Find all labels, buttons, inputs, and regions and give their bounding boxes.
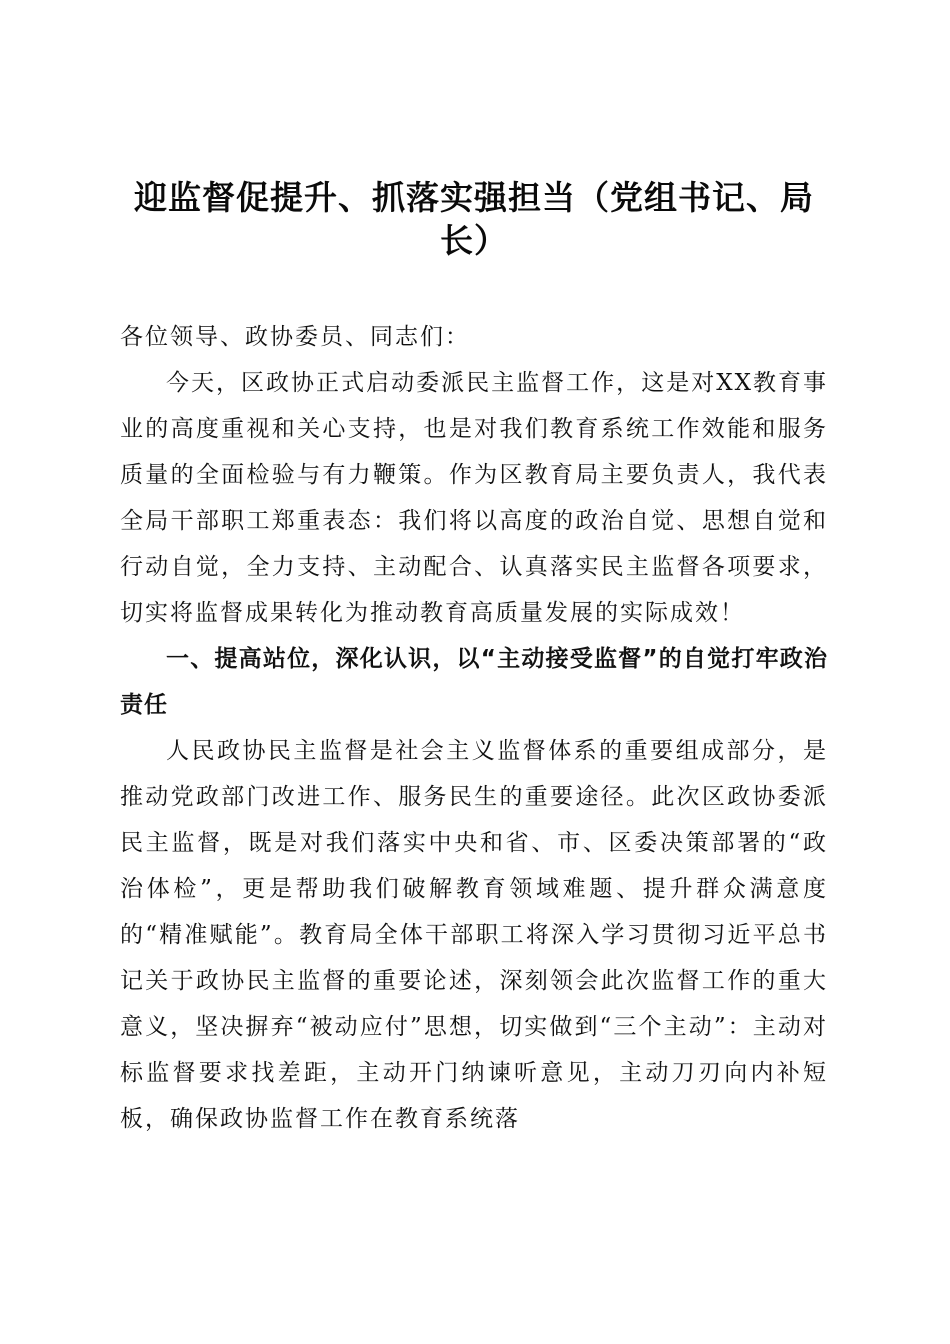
salutation: 各位领导、政协委员、同志们：: [120, 324, 470, 350]
document-body: [120, 176, 828, 1142]
section-heading-1: 一、提高站位，深化认识，以“主动接受监督”的自觉打牢政治责任: [120, 646, 828, 718]
section-1-paragraph: 人民政协民主监督是社会主义监督体系的重要组成部分，是推动党政部门改进工作、服务民生的重要途径。此次区政协委派民主监督，既是对我们落实中央和省、市、区委决策部署的“政治体检”，更是帮助我们破解教育领域难题、提升群众满意度的“精准赋能”。教育局全体干部职工将深入学习贯彻习近平总书记关于政协民主监督的重要论述，深刻领会此次监督工作的重大意义，坚决摒弃“被动应付”思想，切实做到“三个主动”：主动对标监督要求找差距，主动开门纳谏听意见，主动刀刃向内补短板，确保政协监督工作在教育系统落: [120, 738, 828, 1132]
document-title: 迎监督促提升、抓落实强担当（党组书记、局长）: [134, 178, 814, 260]
opening-paragraph: 今天，区政协正式启动委派民主监督工作，这是对XX教育事业的高度重视和关心支持，也是对我们教育系统工作效能和服务质量的全面检验与有力鞭策。作为区教育局主要负责人，我代表全局干部职工郑重表态：我们将以高度的政治自觉、思想自觉和行动自觉，全力支持、主动配合、认真落实民主监督各项要求，切实将监督成果转化为推动教育高质量发展的实际成效！: [120, 370, 828, 626]
